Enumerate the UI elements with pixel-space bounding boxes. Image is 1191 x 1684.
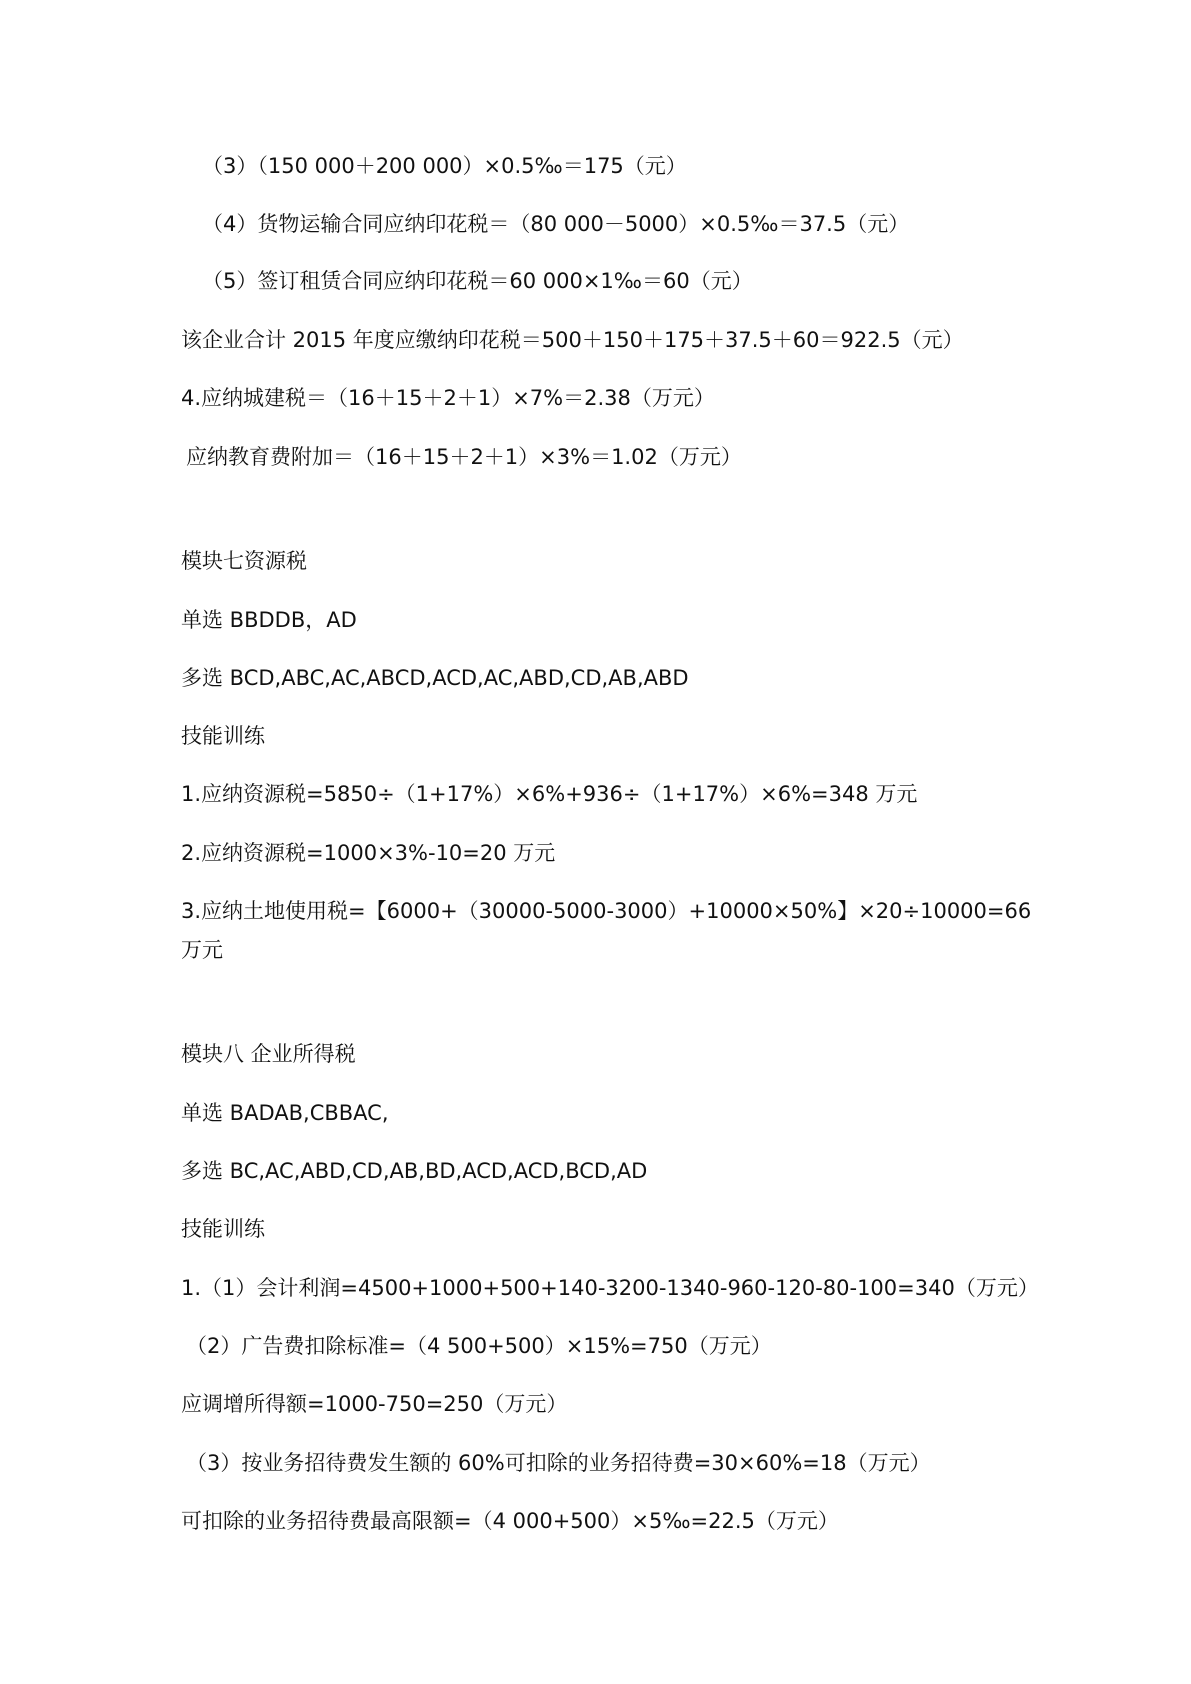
text-line: 单选 BADAB,CBBAC, <box>181 1101 389 1125</box>
text-line: （4）货物运输合同应纳印花税＝（80 000－5000）×0.5‰＝37.5（元） <box>202 212 910 236</box>
text-line: 技能训练 <box>181 1217 265 1241</box>
text-line: 3.应纳土地使用税=【6000+（30000-5000-3000）+10000×50%】×20÷10000=66 <box>181 899 1032 923</box>
text-line: 2.应纳资源税=1000×3%-10=20 万元 <box>181 841 556 865</box>
text-line: 应调增所得额=1000-750=250（万元） <box>181 1392 568 1416</box>
text-line: 4.应纳城建税＝（16＋15＋2＋1）×7%＝2.38（万元） <box>181 386 715 410</box>
text-line: 该企业合计 2015 年度应缴纳印花税＝500＋150＋175＋37.5＋60＝922.5（元） <box>181 328 964 352</box>
text-line: 应纳教育费附加＝（16＋15＋2＋1）×3%＝1.02（万元） <box>186 445 742 469</box>
text-line: （5）签订租赁合同应纳印花税＝60 000×1‰＝60（元） <box>202 269 753 293</box>
text-line: 1.应纳资源税=5850÷（1+17%）×6%+936÷（1+17%）×6%=348 万元 <box>181 782 918 806</box>
text-line: 单选 BBDDB，AD <box>181 608 357 632</box>
text-line: （2）广告费扣除标准=（4 500+500）×15%=750（万元） <box>186 1334 772 1358</box>
text-line: （3）按业务招待费发生额的 60%可扣除的业务招待费=30×60%=18（万元） <box>186 1451 931 1475</box>
text-line: 万元 <box>181 938 223 962</box>
section-heading: 模块七资源税 <box>181 549 307 573</box>
text-line: 1.（1）会计利润=4500+1000+500+140-3200-1340-960-120-80-100=340（万元） <box>181 1276 1039 1300</box>
text-line: （3）（150 000＋200 000）×0.5‰＝175（元） <box>202 154 687 178</box>
text-line: 可扣除的业务招待费最高限额=（4 000+500）×5‰=22.5（万元） <box>181 1509 839 1533</box>
text-line: 多选 BCD,ABC,AC,ABCD,ACD,AC,ABD,CD,AB,ABD <box>181 666 689 690</box>
text-line: 多选 BC,AC,ABD,CD,AB,BD,ACD,ACD,BCD,AD <box>181 1159 648 1183</box>
text-line: 技能训练 <box>181 724 265 748</box>
section-heading: 模块八 企业所得税 <box>181 1042 356 1066</box>
